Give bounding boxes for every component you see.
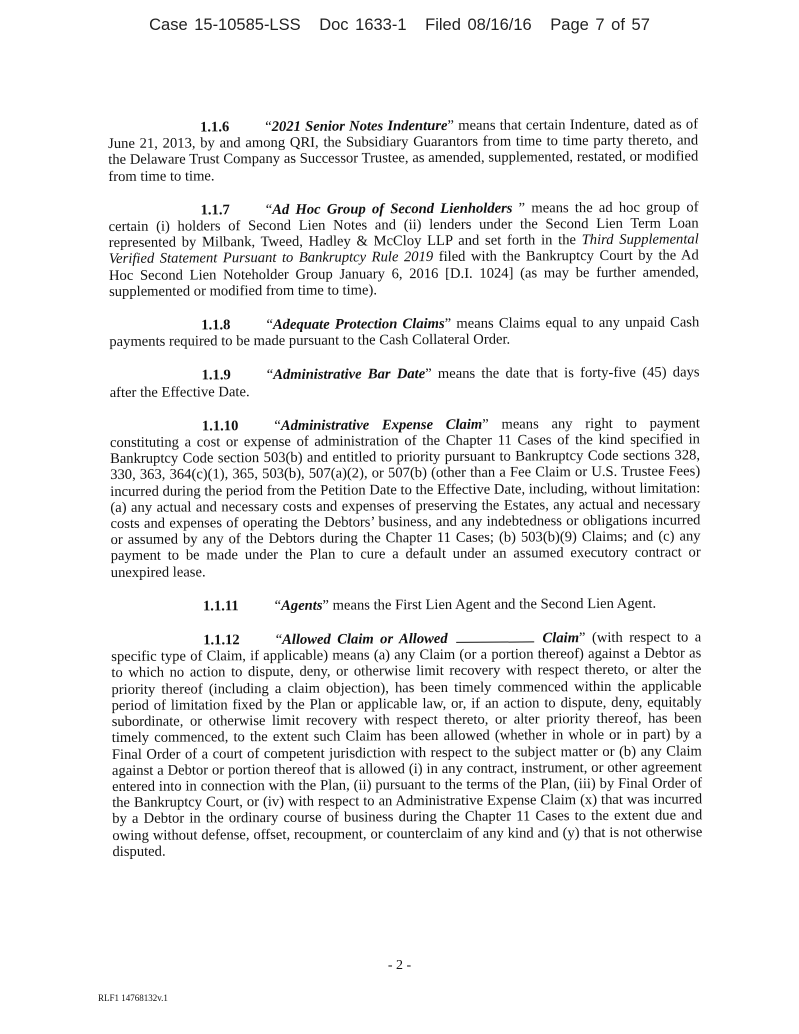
- document-id: RLF1 14768132v.1: [98, 993, 168, 1003]
- definition-text: means the First Lien Agent and the Second Lien Agent.: [332, 595, 657, 614]
- defined-term-suffix: Claim: [542, 630, 580, 647]
- section-number: 1.1.11: [202, 598, 239, 615]
- defined-term: Administrative Bar Date: [273, 366, 426, 384]
- definition-text: (with respect to a specific type of Claim, if applicable) means (a) any Claim (or a portion thereof) against a Debtor as to which no action to dispute, deny, or otherwise limit recovery with respect thereto, or alter the priority thereof (including a claim objection), has been timely commenced within the applicable period of limitation fixed by the Plan or applicable law, or, if an action to dispute, deny, equitably subordinate, or otherwise limit recovery with respect thereto, or alter priority thereof, has been timely commenced, to the extent such Claim has been allowed (whether in whole or in part) by a Final Order of a court of competent jurisdiction with respect to the subject matter or (b) any Claim against a Debtor or portion thereof that is allowed (i) in any contract, instrument, or other agreement entered into in connection with the Plan, (ii) pursuant to the terms of the Plan, (iii) by Final Order of the Bankruptcy Court, or (iv) with respect to an Administrative Expense Claim (x) that was incurred by a Debtor in the ordinary course of business during the Chapter 11 Cases to the extent due and owing without defense, offset, recoupment, or counterclaim of any kind and (y) that is not otherwise disputed.: [111, 629, 703, 860]
- defined-term: Administrative Expense Claim: [280, 416, 483, 434]
- defined-term: Ad Hoc Group of Second Lienholders: [272, 200, 513, 218]
- section-number: 1.1.9: [201, 367, 231, 384]
- defined-term: Allowed Claim or Allowed: [282, 631, 448, 649]
- definition-1-1-11: 1.1.11 “Agents” means the First Lien Agent and the Second Lien Agent.: [202, 595, 657, 615]
- defined-term: 2021 Senior Notes Indenture: [271, 117, 448, 135]
- definition-text: means that certain Indenture, dated as of June 21, 2013, by and among QRI, the Subsidiary Guarantors from time to time party thereto, and the Delaware Trust Company as Successor Trustee, as amended, supplemented, restated, or modified from time to time.: [108, 116, 699, 185]
- page-number: - 2 -: [387, 958, 412, 973]
- doc-number: Doc 1633-1: [319, 16, 407, 34]
- definition-text-continued: filed with the Bankruptcy Court by the Ad Hoc Second Lien Noteholder Group January 6, 2016 [D.I. 1024] (as may be further amended, supplemented or modified from time to time).: [108, 247, 699, 300]
- page-indicator: Page 7 of 57: [550, 16, 650, 34]
- definition-text: means the date that is forty-five (45) days after the Effective Date.: [109, 364, 700, 401]
- case-number: Case 15-10585-LSS: [149, 16, 301, 34]
- filed-date: Filed 08/16/16: [425, 16, 532, 34]
- definition-1-1-8: 1.1.8 “Adequate Protection Claims” means Claims equal to any unpaid Cash payments required to be made pursuant to the Cash Collateral Order.: [109, 314, 700, 351]
- section-number: 1.1.12: [203, 632, 240, 649]
- definition-text: means any right to payment constituting a cost or expense of administration of the Chapter 11 Cases of the kind specified in Bankruptcy Code section 503(b) and entitled to priority pursuant to Bankruptcy Code sections 328, 330, 363, 364(c)(1), 365, 503(b), 507(a)(2), or 507(b) (other than a Fee Claim or U.S. Trustee Fees) incurred during the period from the Petition Date to the Effective Date, including, without limitation: (a) any actual and necessary costs and expenses of preserving the Estates, any actual and necessary costs and expenses of operating the Debtors’ business, and any indebtedness or obligations incurred or assumed by any of the Debtors during the Chapter 11 Cases; (b) 503(b)(9) Claims; and (c) any payment to be made under the Plan to cure a default under an assumed executory contract or unexpired lease.: [109, 415, 701, 581]
- definition-1-1-9: 1.1.9 “Administrative Bar Date” means the date that is forty-five (45) days after the Effective Date.: [109, 364, 700, 401]
- definition-text: means the ad hoc group of certain (i) holders of Second Lien Notes and (ii) lenders under the Second Lien Term Loan represented by Milbank, Tweed, Hadley & McCloy LLP and set forth in the: [108, 199, 699, 252]
- definition-1-1-10: 1.1.10 “Administrative Expense Claim” means any right to payment constituting a cost or expense of administration of the Chapter 11 Cases of the kind specified in Bankruptcy Code section 503(b) and entitled to priority pursuant to Bankruptcy Code sections 328, 330, 363, 364(c)(1), 365, 503(b), 507(a)(2), or 507(b) (other than a Fee Claim or U.S. Trustee Fees) incurred during the period from the Petition Date to the Effective Date, including, without limitation: (a) any actual and necessary costs and expenses of preserving the Estates, any actual and necessary costs and expenses of operating the Debtors’ business, and any indebtedness or obligations incurred or assumed by any of the Debtors during the Chapter 11 Cases; (b) 503(b)(9) Claims; and (c) any payment to be made under the Plan to cure a default under an assumed executory contract or unexpired lease.: [109, 415, 701, 581]
- section-number: 1.1.7: [200, 202, 230, 219]
- defined-term: Adequate Protection Claims: [272, 315, 445, 334]
- section-number: 1.1.8: [201, 317, 231, 334]
- definition-1-1-12: 1.1.12 “Allowed Claim or Allowed Claim” (with respect to a specific type of Claim, if applicable) means (a) any Claim (or a portion thereof) against a Debtor as to which no action to dispute, deny, or otherwise limit recovery with respect thereto, or alter the priority thereof (including a claim objection), has been timely commenced within the applicable period of limitation fixed by the Plan or applicable law, or, if an action to dispute, deny, equitably subordinate, or otherwise limit recovery with respect thereto, or alter priority thereof, has been timely commenced, to the extent such Claim has been allowed (whether in whole or in part) by a Final Order of a court of competent jurisdiction with respect to the subject matter or (b) any Claim against a Debtor or portion thereof that is allowed (i) in any contract, instrument, or other agreement entered into in connection with the Plan, (ii) pursuant to the terms of the Plan, (iii) by Final Order of the Bankruptcy Court, or (iv) with respect to an Administrative Expense Claim (x) that was incurred by a Debtor in the ordinary course of business during the Chapter 11 Cases to the extent due and owing without defense, offset, recoupment, or counterclaim of any kind and (y) that is not otherwise disputed.: [111, 629, 703, 860]
- definition-1-1-6: 1.1.6 “2021 Senior Notes Indenture” means that certain Indenture, dated as of June 21, 2013, by and among QRI, the Subsidiary Guarantors from time to time party thereto, and the Delaware Trust Company as Successor Trustee, as amended, supplemented, restated, or modified from time to time.: [108, 116, 699, 185]
- defined-term: Agents: [281, 597, 323, 614]
- court-filing-header: [0, 16, 799, 35]
- definition-1-1-7: 1.1.7 “Ad Hoc Group of Second Lienholders ” means the ad hoc group of certain (i) holders of Second Lien Notes and (ii) lenders under the Second Lien Term Loan represented by Milbank, Tweed, Hadley & McCloy LLP and set forth in the Third Supplemental Verified Statement Pursuant to Bankruptcy Rule 2019 filed with the Bankruptcy Court by the Ad Hoc Second Lien Noteholder Group January 6, 2016 [D.I. 1024] (as may be further amended, supplemented or modified from time to time).: [108, 199, 699, 300]
- document-body: [108, 116, 703, 878]
- definition-text: means Claims equal to any unpaid Cash payments required to be made pursuant to the Cash Collateral Order.: [109, 314, 700, 351]
- section-number: 1.1.10: [201, 418, 239, 435]
- blank-line: [456, 630, 534, 642]
- referenced-filing: Third Supplemental Verified Statement Pursuant to Bankruptcy Rule 2019: [108, 231, 699, 268]
- section-number: 1.1.6: [199, 119, 230, 136]
